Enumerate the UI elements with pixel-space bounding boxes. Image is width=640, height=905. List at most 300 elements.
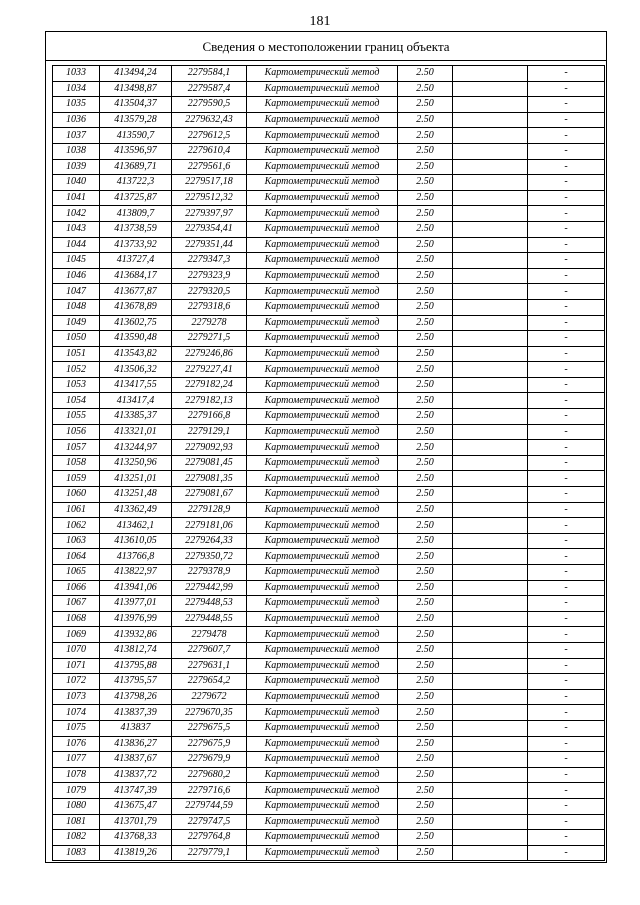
note-cell: - <box>528 845 605 861</box>
method-cell: Картометрический метод <box>247 112 398 128</box>
y-coordinate-cell: 2279397,97 <box>172 206 247 222</box>
note-cell: - <box>528 705 605 721</box>
y-coordinate-cell: 2279081,67 <box>172 487 247 503</box>
accuracy-cell: 2.50 <box>398 377 453 393</box>
point-number-cell: 1055 <box>53 409 100 425</box>
y-coordinate-cell: 2279675,5 <box>172 720 247 736</box>
y-coordinate-cell: 2279779,1 <box>172 845 247 861</box>
note-cell: - <box>528 611 605 627</box>
table-row <box>53 175 605 191</box>
accuracy-cell: 2.50 <box>398 783 453 799</box>
boundary-points-table <box>52 65 605 861</box>
method-cell: Картометрический метод <box>247 455 398 471</box>
y-coordinate-cell: 2279092,93 <box>172 440 247 456</box>
note-cell: - <box>528 533 605 549</box>
x-coordinate-cell: 413602,75 <box>100 315 172 331</box>
note-cell: - <box>528 143 605 159</box>
y-coordinate-cell: 2279181,06 <box>172 518 247 534</box>
y-coordinate-cell: 2279764,8 <box>172 830 247 846</box>
x-coordinate-cell: 413417,55 <box>100 377 172 393</box>
point-number-cell: 1044 <box>53 237 100 253</box>
note-cell: - <box>528 798 605 814</box>
note-cell: - <box>528 752 605 768</box>
note-cell: - <box>528 424 605 440</box>
y-coordinate-cell: 2279182,13 <box>172 393 247 409</box>
note-cell: - <box>528 315 605 331</box>
y-coordinate-cell: 2279631,1 <box>172 658 247 674</box>
x-coordinate-cell: 413837 <box>100 720 172 736</box>
accuracy-cell: 2.50 <box>398 798 453 814</box>
empty-cell <box>453 362 528 378</box>
y-coordinate-cell: 2279347,3 <box>172 253 247 269</box>
x-coordinate-cell: 413678,89 <box>100 299 172 315</box>
note-cell: - <box>528 440 605 456</box>
x-coordinate-cell: 413722,3 <box>100 175 172 191</box>
table-row <box>53 377 605 393</box>
point-number-cell: 1082 <box>53 830 100 846</box>
point-number-cell: 1048 <box>53 299 100 315</box>
empty-cell <box>453 424 528 440</box>
empty-cell <box>453 409 528 425</box>
note-cell: - <box>528 674 605 690</box>
note-cell: - <box>528 237 605 253</box>
table-row <box>53 720 605 736</box>
x-coordinate-cell: 413725,87 <box>100 190 172 206</box>
point-number-cell: 1056 <box>53 424 100 440</box>
note-cell: - <box>528 736 605 752</box>
y-coordinate-cell: 2279716,6 <box>172 783 247 799</box>
note-cell: - <box>528 767 605 783</box>
table-row <box>53 112 605 128</box>
accuracy-cell: 2.50 <box>398 518 453 534</box>
point-number-cell: 1064 <box>53 549 100 565</box>
method-cell: Картометрический метод <box>247 518 398 534</box>
empty-cell <box>453 689 528 705</box>
empty-cell <box>453 642 528 658</box>
note-cell: - <box>528 66 605 82</box>
page-number: 181 <box>309 14 331 29</box>
y-coordinate-cell: 2279612,5 <box>172 128 247 144</box>
accuracy-cell: 2.50 <box>398 268 453 284</box>
method-cell: Картометрический метод <box>247 580 398 596</box>
accuracy-cell: 2.50 <box>398 206 453 222</box>
y-coordinate-cell: 2279227,41 <box>172 362 247 378</box>
y-coordinate-cell: 2279246,86 <box>172 346 247 362</box>
x-coordinate-cell: 413809,7 <box>100 206 172 222</box>
accuracy-cell: 2.50 <box>398 720 453 736</box>
empty-cell <box>453 268 528 284</box>
accuracy-cell: 2.50 <box>398 409 453 425</box>
table-row <box>53 580 605 596</box>
x-coordinate-cell: 413795,57 <box>100 674 172 690</box>
x-coordinate-cell: 413251,01 <box>100 471 172 487</box>
point-number-cell: 1051 <box>53 346 100 362</box>
empty-cell <box>453 440 528 456</box>
point-number-cell: 1035 <box>53 97 100 113</box>
accuracy-cell: 2.50 <box>398 143 453 159</box>
x-coordinate-cell: 413798,26 <box>100 689 172 705</box>
table-row <box>53 502 605 518</box>
table-row <box>53 206 605 222</box>
x-coordinate-cell: 413362,49 <box>100 502 172 518</box>
x-coordinate-cell: 413684,17 <box>100 268 172 284</box>
method-cell: Картометрический метод <box>247 471 398 487</box>
note-cell: - <box>528 720 605 736</box>
table-row <box>53 845 605 861</box>
x-coordinate-cell: 413504,37 <box>100 97 172 113</box>
method-cell: Картометрический метод <box>247 377 398 393</box>
empty-cell <box>453 455 528 471</box>
empty-cell <box>453 377 528 393</box>
table-row <box>53 518 605 534</box>
method-cell: Картометрический метод <box>247 362 398 378</box>
point-number-cell: 1042 <box>53 206 100 222</box>
point-number-cell: 1041 <box>53 190 100 206</box>
empty-cell <box>453 159 528 175</box>
table-row <box>53 299 605 315</box>
method-cell: Картометрический метод <box>247 175 398 191</box>
note-cell: - <box>528 502 605 518</box>
accuracy-cell: 2.50 <box>398 642 453 658</box>
point-number-cell: 1067 <box>53 596 100 612</box>
point-number-cell: 1080 <box>53 798 100 814</box>
method-cell: Картометрический метод <box>247 487 398 503</box>
point-number-cell: 1079 <box>53 783 100 799</box>
empty-cell <box>453 346 528 362</box>
note-cell: - <box>528 206 605 222</box>
empty-cell <box>453 253 528 269</box>
accuracy-cell: 2.50 <box>398 752 453 768</box>
table-row <box>53 159 605 175</box>
method-cell: Картометрический метод <box>247 658 398 674</box>
note-cell: - <box>528 487 605 503</box>
method-cell: Картометрический метод <box>247 533 398 549</box>
method-cell: Картометрический метод <box>247 97 398 113</box>
note-cell: - <box>528 81 605 97</box>
y-coordinate-cell: 2279320,5 <box>172 284 247 300</box>
x-coordinate-cell: 413941,06 <box>100 580 172 596</box>
empty-cell <box>453 814 528 830</box>
method-cell: Картометрический метод <box>247 611 398 627</box>
y-coordinate-cell: 2279672 <box>172 689 247 705</box>
table-row <box>53 331 605 347</box>
x-coordinate-cell: 413498,87 <box>100 81 172 97</box>
table-row <box>53 97 605 113</box>
note-cell: - <box>528 642 605 658</box>
note-cell: - <box>528 159 605 175</box>
y-coordinate-cell: 2279323,9 <box>172 268 247 284</box>
table-row <box>53 362 605 378</box>
table-row <box>53 268 605 284</box>
table-row <box>53 611 605 627</box>
accuracy-cell: 2.50 <box>398 393 453 409</box>
note-cell: - <box>528 814 605 830</box>
accuracy-cell: 2.50 <box>398 81 453 97</box>
table-row <box>53 128 605 144</box>
point-number-cell: 1060 <box>53 487 100 503</box>
method-cell: Картометрический метод <box>247 798 398 814</box>
note-cell: - <box>528 393 605 409</box>
y-coordinate-cell: 2279747,5 <box>172 814 247 830</box>
table-row <box>53 487 605 503</box>
empty-cell <box>453 97 528 113</box>
note-cell: - <box>528 112 605 128</box>
point-number-cell: 1034 <box>53 81 100 97</box>
point-number-cell: 1062 <box>53 518 100 534</box>
accuracy-cell: 2.50 <box>398 549 453 565</box>
method-cell: Картометрический метод <box>247 409 398 425</box>
y-coordinate-cell: 2279350,72 <box>172 549 247 565</box>
y-coordinate-cell: 2279679,9 <box>172 752 247 768</box>
table-row <box>53 565 605 581</box>
table-row <box>53 81 605 97</box>
method-cell: Картометрический метод <box>247 268 398 284</box>
point-number-cell: 1072 <box>53 674 100 690</box>
accuracy-cell: 2.50 <box>398 611 453 627</box>
method-cell: Картометрический метод <box>247 502 398 518</box>
table-row <box>53 409 605 425</box>
method-cell: Картометрический метод <box>247 331 398 347</box>
empty-cell <box>453 611 528 627</box>
empty-cell <box>453 580 528 596</box>
point-number-cell: 1036 <box>53 112 100 128</box>
method-cell: Картометрический метод <box>247 845 398 861</box>
x-coordinate-cell: 413251,48 <box>100 487 172 503</box>
method-cell: Картометрический метод <box>247 736 398 752</box>
table-row <box>53 284 605 300</box>
point-number-cell: 1037 <box>53 128 100 144</box>
note-cell: - <box>528 175 605 191</box>
y-coordinate-cell: 2279587,4 <box>172 81 247 97</box>
y-coordinate-cell: 2279351,44 <box>172 237 247 253</box>
table-row <box>53 237 605 253</box>
point-number-cell: 1043 <box>53 221 100 237</box>
note-cell: - <box>528 830 605 846</box>
method-cell: Картометрический метод <box>247 190 398 206</box>
empty-cell <box>453 627 528 643</box>
y-coordinate-cell: 2279512,32 <box>172 190 247 206</box>
point-number-cell: 1076 <box>53 736 100 752</box>
method-cell: Картометрический метод <box>247 393 398 409</box>
table-row <box>53 66 605 82</box>
x-coordinate-cell: 413977,01 <box>100 596 172 612</box>
empty-cell <box>453 128 528 144</box>
empty-cell <box>453 175 528 191</box>
method-cell: Картометрический метод <box>247 720 398 736</box>
point-number-cell: 1058 <box>53 455 100 471</box>
accuracy-cell: 2.50 <box>398 736 453 752</box>
document-frame <box>45 31 607 863</box>
table-body <box>53 66 605 861</box>
y-coordinate-cell: 2279584,1 <box>172 66 247 82</box>
note-cell: - <box>528 627 605 643</box>
note-cell: - <box>528 362 605 378</box>
note-cell: - <box>528 455 605 471</box>
x-coordinate-cell: 413677,87 <box>100 284 172 300</box>
table-row <box>53 596 605 612</box>
point-number-cell: 1052 <box>53 362 100 378</box>
table-row <box>53 315 605 331</box>
accuracy-cell: 2.50 <box>398 424 453 440</box>
x-coordinate-cell: 413738,59 <box>100 221 172 237</box>
accuracy-cell: 2.50 <box>398 237 453 253</box>
accuracy-cell: 2.50 <box>398 471 453 487</box>
method-cell: Картометрический метод <box>247 346 398 362</box>
x-coordinate-cell: 413766,8 <box>100 549 172 565</box>
x-coordinate-cell: 413506,32 <box>100 362 172 378</box>
empty-cell <box>453 549 528 565</box>
y-coordinate-cell: 2279632,43 <box>172 112 247 128</box>
point-number-cell: 1046 <box>53 268 100 284</box>
x-coordinate-cell: 413837,39 <box>100 705 172 721</box>
table-row <box>53 658 605 674</box>
point-number-cell: 1077 <box>53 752 100 768</box>
accuracy-cell: 2.50 <box>398 487 453 503</box>
x-coordinate-cell: 413733,92 <box>100 237 172 253</box>
x-coordinate-cell: 413590,7 <box>100 128 172 144</box>
y-coordinate-cell: 2279129,1 <box>172 424 247 440</box>
method-cell: Картометрический метод <box>247 689 398 705</box>
table-row <box>53 455 605 471</box>
point-number-cell: 1083 <box>53 845 100 861</box>
y-coordinate-cell: 2279081,45 <box>172 455 247 471</box>
table-row <box>53 689 605 705</box>
x-coordinate-cell: 413596,97 <box>100 143 172 159</box>
x-coordinate-cell: 413727,4 <box>100 253 172 269</box>
y-coordinate-cell: 2279670,35 <box>172 705 247 721</box>
empty-cell <box>453 674 528 690</box>
x-coordinate-cell: 413836,27 <box>100 736 172 752</box>
empty-cell <box>453 331 528 347</box>
point-number-cell: 1066 <box>53 580 100 596</box>
x-coordinate-cell: 413610,05 <box>100 533 172 549</box>
empty-cell <box>453 845 528 861</box>
empty-cell <box>453 299 528 315</box>
method-cell: Картометрический метод <box>247 705 398 721</box>
note-cell: - <box>528 128 605 144</box>
x-coordinate-cell: 413747,39 <box>100 783 172 799</box>
y-coordinate-cell: 2279675,9 <box>172 736 247 752</box>
y-coordinate-cell: 2279378,9 <box>172 565 247 581</box>
y-coordinate-cell: 2279278 <box>172 315 247 331</box>
method-cell: Картометрический метод <box>247 253 398 269</box>
point-number-cell: 1069 <box>53 627 100 643</box>
empty-cell <box>453 112 528 128</box>
table-row <box>53 736 605 752</box>
empty-cell <box>453 736 528 752</box>
empty-cell <box>453 658 528 674</box>
y-coordinate-cell: 2279654,2 <box>172 674 247 690</box>
table-row <box>53 253 605 269</box>
method-cell: Картометрический метод <box>247 627 398 643</box>
x-coordinate-cell: 413590,48 <box>100 331 172 347</box>
x-coordinate-cell: 413494,24 <box>100 66 172 82</box>
section-title: Сведения о местоположении границ объекта <box>46 32 606 61</box>
y-coordinate-cell: 2279271,5 <box>172 331 247 347</box>
note-cell: - <box>528 299 605 315</box>
x-coordinate-cell: 413795,88 <box>100 658 172 674</box>
note-cell: - <box>528 331 605 347</box>
empty-cell <box>453 237 528 253</box>
accuracy-cell: 2.50 <box>398 627 453 643</box>
note-cell: - <box>528 377 605 393</box>
x-coordinate-cell: 413701,79 <box>100 814 172 830</box>
accuracy-cell: 2.50 <box>398 596 453 612</box>
empty-cell <box>453 393 528 409</box>
method-cell: Картометрический метод <box>247 128 398 144</box>
point-number-cell: 1070 <box>53 642 100 658</box>
point-number-cell: 1073 <box>53 689 100 705</box>
accuracy-cell: 2.50 <box>398 253 453 269</box>
method-cell: Картометрический метод <box>247 221 398 237</box>
accuracy-cell: 2.50 <box>398 502 453 518</box>
table-row <box>53 830 605 846</box>
empty-cell <box>453 720 528 736</box>
accuracy-cell: 2.50 <box>398 845 453 861</box>
accuracy-cell: 2.50 <box>398 159 453 175</box>
x-coordinate-cell: 413976,99 <box>100 611 172 627</box>
y-coordinate-cell: 2279610,4 <box>172 143 247 159</box>
method-cell: Картометрический метод <box>247 315 398 331</box>
x-coordinate-cell: 413932,86 <box>100 627 172 643</box>
point-number-cell: 1081 <box>53 814 100 830</box>
method-cell: Картометрический метод <box>247 81 398 97</box>
point-number-cell: 1040 <box>53 175 100 191</box>
method-cell: Картометрический метод <box>247 767 398 783</box>
table-row <box>53 471 605 487</box>
table-row <box>53 627 605 643</box>
empty-cell <box>453 284 528 300</box>
accuracy-cell: 2.50 <box>398 112 453 128</box>
method-cell: Картометрический метод <box>247 814 398 830</box>
accuracy-cell: 2.50 <box>398 814 453 830</box>
note-cell: - <box>528 783 605 799</box>
table-row <box>53 424 605 440</box>
method-cell: Картометрический метод <box>247 206 398 222</box>
point-number-cell: 1038 <box>53 143 100 159</box>
method-cell: Картометрический метод <box>247 549 398 565</box>
point-number-cell: 1074 <box>53 705 100 721</box>
x-coordinate-cell: 413250,96 <box>100 455 172 471</box>
x-coordinate-cell: 413244,97 <box>100 440 172 456</box>
note-cell: - <box>528 518 605 534</box>
empty-cell <box>453 206 528 222</box>
table-row <box>53 393 605 409</box>
table-row <box>53 705 605 721</box>
empty-cell <box>453 502 528 518</box>
empty-cell <box>453 533 528 549</box>
x-coordinate-cell: 413768,33 <box>100 830 172 846</box>
point-number-cell: 1045 <box>53 253 100 269</box>
method-cell: Картометрический метод <box>247 596 398 612</box>
empty-cell <box>453 783 528 799</box>
y-coordinate-cell: 2279182,24 <box>172 377 247 393</box>
accuracy-cell: 2.50 <box>398 674 453 690</box>
point-number-cell: 1063 <box>53 533 100 549</box>
accuracy-cell: 2.50 <box>398 455 453 471</box>
point-number-cell: 1047 <box>53 284 100 300</box>
accuracy-cell: 2.50 <box>398 362 453 378</box>
empty-cell <box>453 315 528 331</box>
table-row <box>53 346 605 362</box>
table-row <box>53 642 605 658</box>
x-coordinate-cell: 413812,74 <box>100 642 172 658</box>
method-cell: Картометрический метод <box>247 143 398 159</box>
accuracy-cell: 2.50 <box>398 331 453 347</box>
note-cell: - <box>528 253 605 269</box>
empty-cell <box>453 471 528 487</box>
empty-cell <box>453 752 528 768</box>
